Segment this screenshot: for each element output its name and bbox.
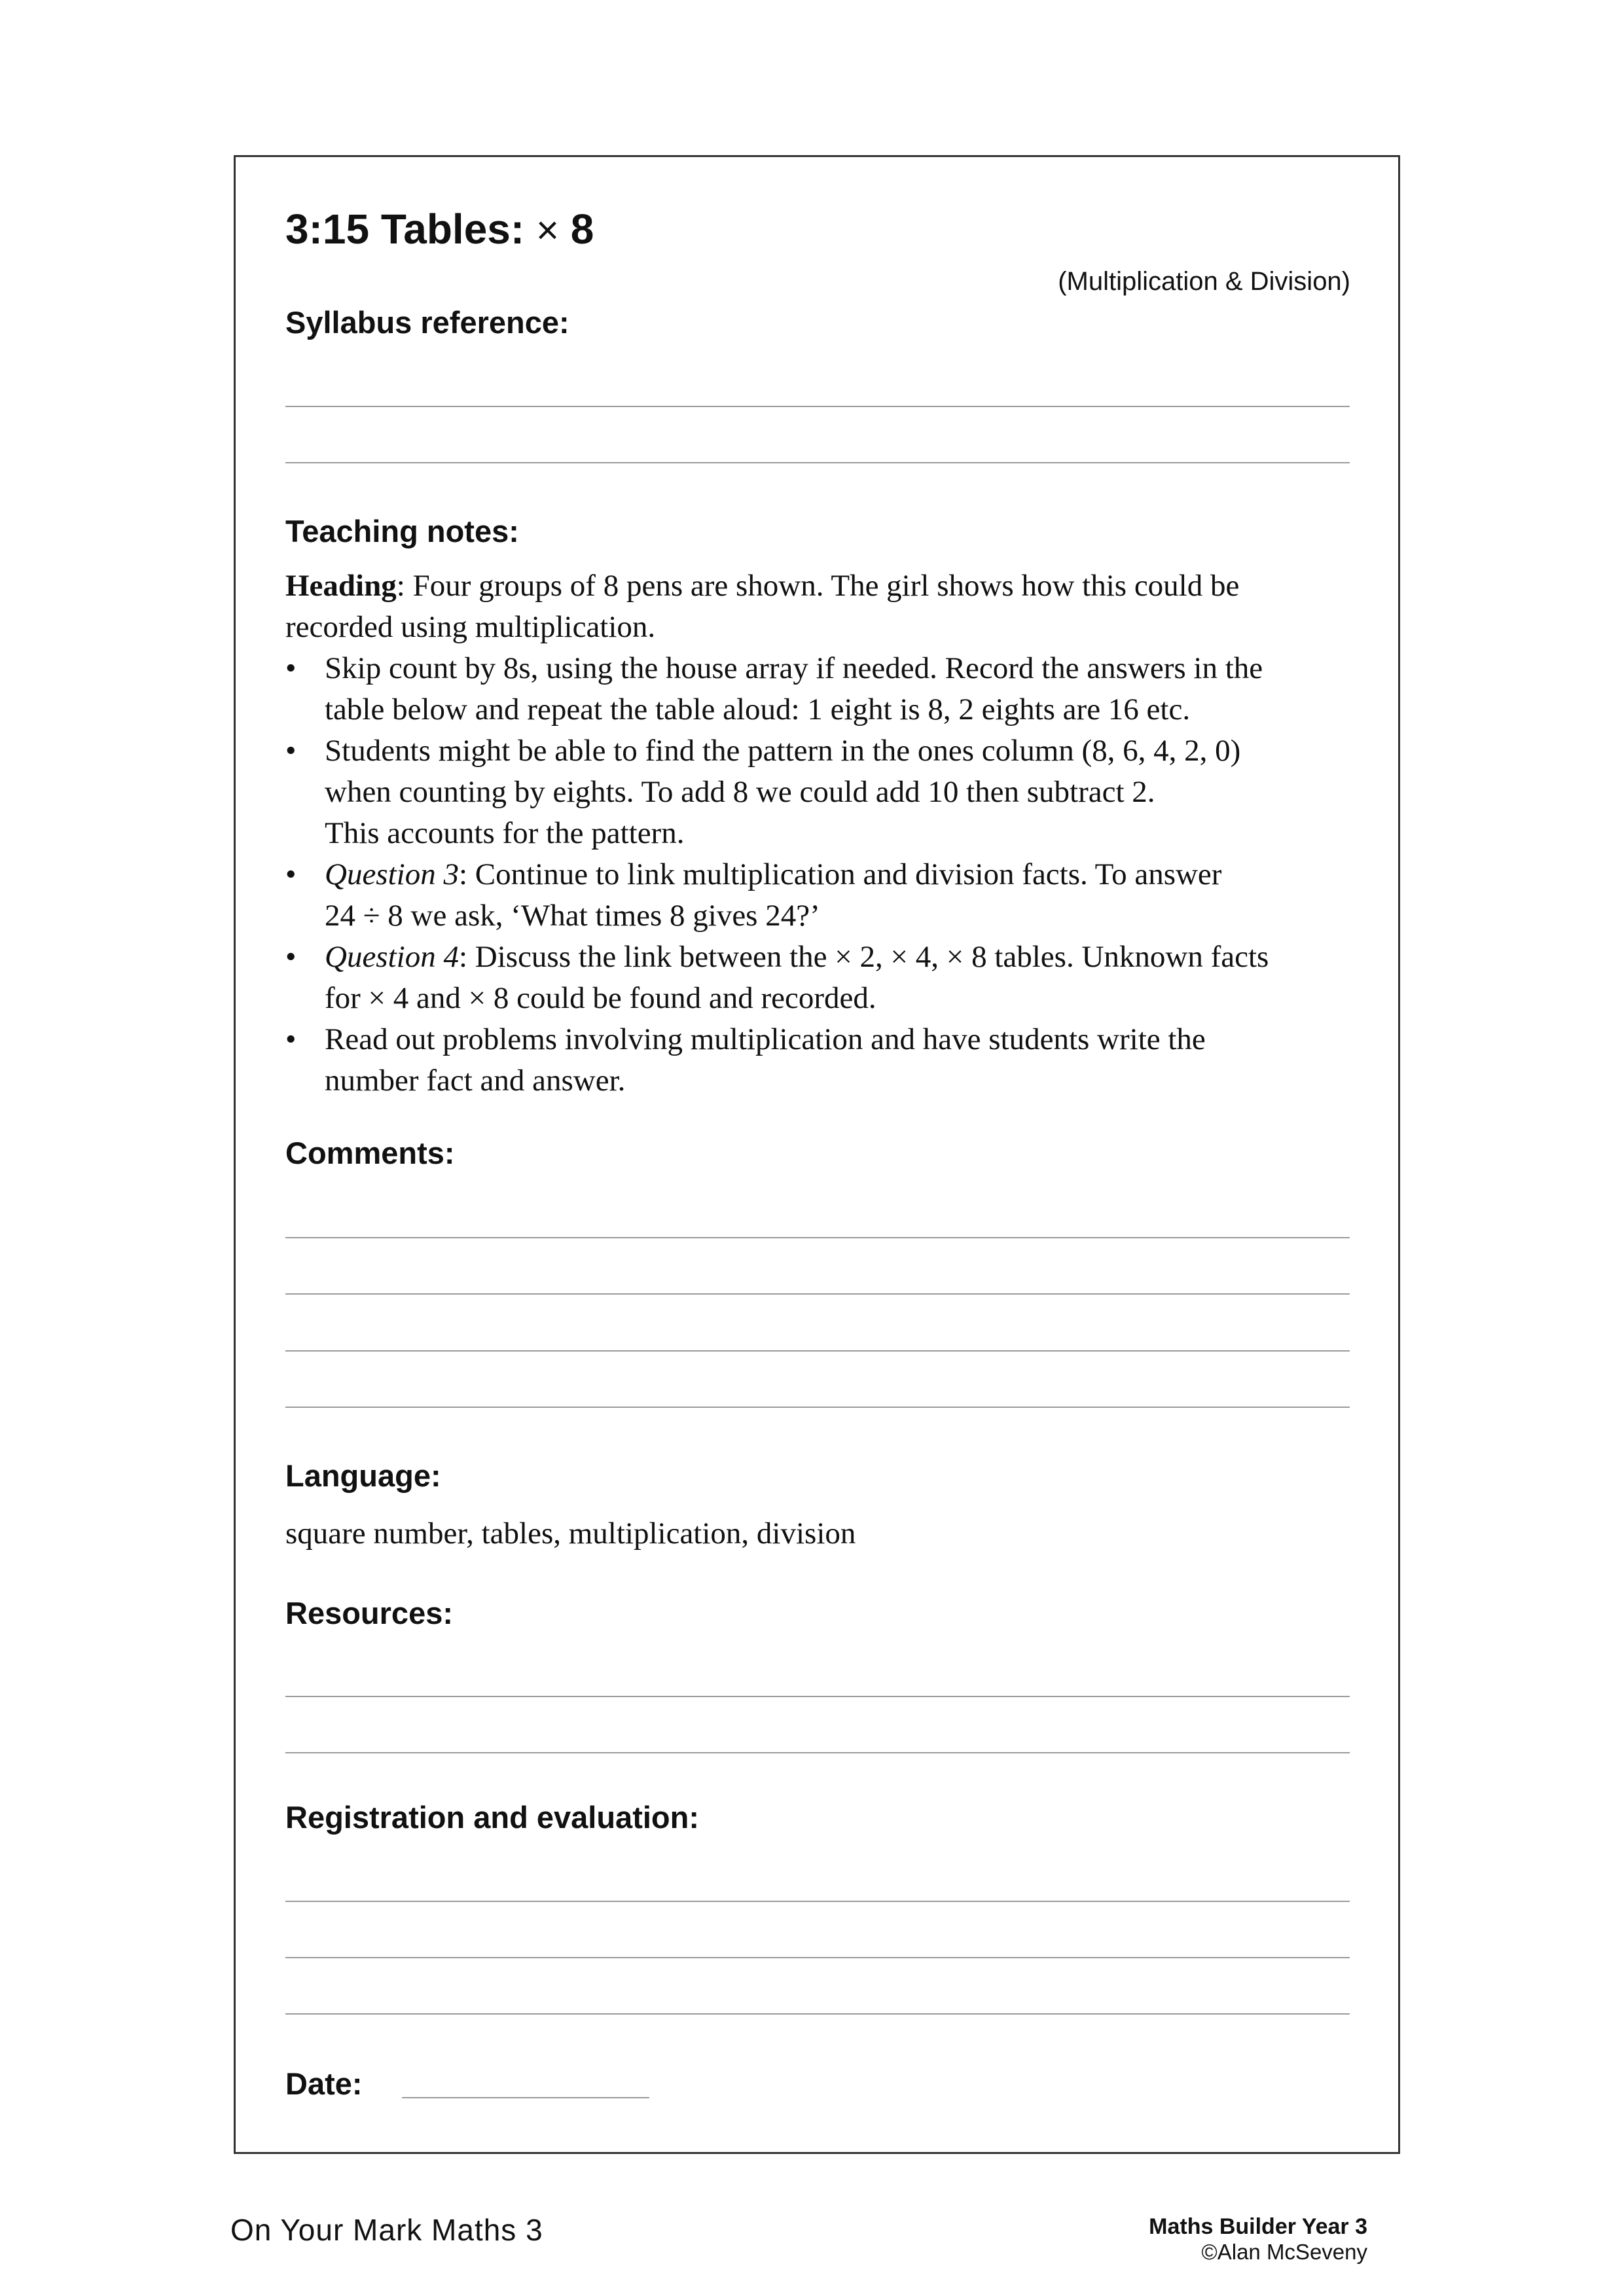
footer-book-title: Maths Builder Year 3 xyxy=(1149,2214,1367,2239)
date-field-line[interactable] xyxy=(402,2097,649,2098)
bullet-marker: • xyxy=(285,734,297,768)
bullet-line: Read out problems involving multiplication and have students write the xyxy=(325,1022,1206,1056)
bullet-line: This accounts for the pattern. xyxy=(325,816,685,850)
heading-note-line-2: recorded using multiplication. xyxy=(285,610,656,644)
page-title xyxy=(285,206,594,253)
bullet-marker: • xyxy=(285,940,297,974)
language-text: square number, tables, multiplication, division xyxy=(285,1516,856,1551)
bullet-line-text: : Discuss the link between the × 2, × 4, × 8 tables. Unknown facts xyxy=(458,940,1269,974)
bullet-line: when counting by eights. To add 8 we could add 10 then subtract 2. xyxy=(325,775,1155,809)
bullet-line: Skip count by 8s, using the house array if needed. Record the answers in the xyxy=(325,651,1263,685)
teaching-notes-heading: Teaching notes: xyxy=(285,514,519,548)
registration-line-3[interactable] xyxy=(285,2013,1350,2015)
registration-line-2[interactable] xyxy=(285,1957,1350,1958)
date-label: Date: xyxy=(285,2066,363,2101)
teaching-notes-body xyxy=(285,565,1359,1102)
footer-credits xyxy=(1149,2214,1367,2265)
comments-heading: Comments: xyxy=(285,1136,455,1170)
registration-heading: Registration and evaluation: xyxy=(285,1800,699,1835)
bullet-item xyxy=(285,730,1359,854)
bullet-line: for × 4 and × 8 could be found and recorded. xyxy=(325,981,876,1015)
times-symbol: × xyxy=(535,208,560,252)
question-label: Question 4 xyxy=(325,940,459,974)
comments-line-4[interactable] xyxy=(285,1407,1350,1408)
bullet-line xyxy=(325,854,1359,895)
bullet-item xyxy=(285,1019,1359,1102)
bullet-marker: • xyxy=(285,1022,297,1056)
resources-line-2[interactable] xyxy=(285,1752,1350,1753)
title-prefix: 3:15 Tables: xyxy=(285,206,536,253)
question-label: Question 3 xyxy=(325,857,459,891)
resources-line-1[interactable] xyxy=(285,1696,1350,1697)
language-heading: Language: xyxy=(285,1458,441,1493)
strand-label: (Multiplication & Division) xyxy=(1058,267,1350,296)
syllabus-heading: Syllabus reference: xyxy=(285,305,569,340)
syllabus-line-1[interactable] xyxy=(285,406,1350,407)
heading-note-line-1: : Four groups of 8 pens are shown. The girl shows how this could be xyxy=(396,569,1240,603)
bullet-line-text: : Continue to link multiplication and division facts. To answer xyxy=(458,857,1222,891)
resources-heading: Resources: xyxy=(285,1596,453,1630)
teaching-bullets xyxy=(285,648,1359,1102)
bullet-marker: • xyxy=(285,651,297,685)
bullet-line: 24 ÷ 8 we ask, ‘What times 8 gives 24?’ xyxy=(325,899,820,933)
bullet-marker: • xyxy=(285,857,297,891)
footer-series: On Your Mark Maths 3 xyxy=(230,2213,543,2247)
bullet-line xyxy=(325,937,1359,978)
heading-note xyxy=(285,565,1359,648)
bullet-item xyxy=(285,937,1359,1019)
bullet-item xyxy=(285,854,1359,937)
comments-line-1[interactable] xyxy=(285,1237,1350,1238)
footer-copyright: ©Alan McSeveny xyxy=(1201,2240,1367,2265)
bullet-item xyxy=(285,648,1359,730)
heading-note-label: Heading xyxy=(285,569,397,603)
bullet-line: table below and repeat the table aloud: 1 eight is 8, 2 eights are 16 etc. xyxy=(325,692,1191,726)
comments-line-3[interactable] xyxy=(285,1350,1350,1352)
bullet-line: Students might be able to find the pattern in the ones column (8, 6, 4, 2, 0) xyxy=(325,734,1241,768)
registration-line-1[interactable] xyxy=(285,1901,1350,1902)
syllabus-line-2[interactable] xyxy=(285,462,1350,463)
bullet-line: number fact and answer. xyxy=(325,1064,626,1098)
comments-line-2[interactable] xyxy=(285,1293,1350,1295)
title-suffix: 8 xyxy=(559,206,594,253)
